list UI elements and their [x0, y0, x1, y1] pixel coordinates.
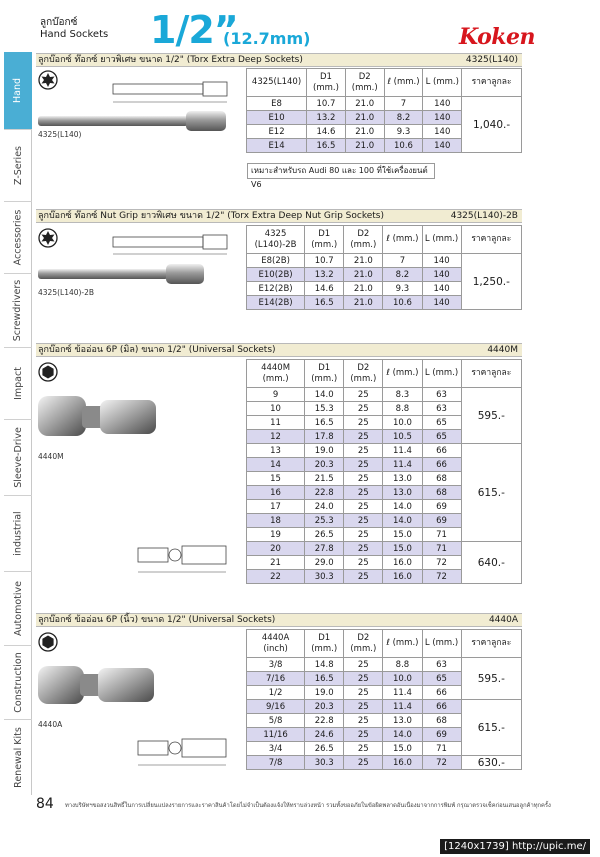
sidebar-tab-automotive[interactable]	[4, 572, 32, 646]
cell: 140	[422, 296, 461, 310]
cell: 25	[344, 728, 383, 742]
cell: 69	[422, 728, 461, 742]
cell: 10.7	[307, 97, 346, 111]
sidebar	[4, 52, 32, 795]
hex-6p-icon	[38, 362, 58, 382]
cell: 11	[247, 416, 305, 430]
header-subtitle-en: Hand Sockets	[40, 29, 109, 40]
cell: 25	[344, 714, 383, 728]
cell: 25	[344, 514, 383, 528]
price-cell: 595.-	[461, 658, 521, 700]
cell: 1/2	[247, 686, 305, 700]
cell: 13.0	[383, 472, 422, 486]
cell: 71	[422, 542, 461, 556]
col-header: 4325(L140)	[247, 69, 307, 97]
cell: 16.5	[305, 296, 344, 310]
cell: 9/16	[247, 700, 305, 714]
cell: 24.6	[305, 728, 344, 742]
col-header: L (mm.)	[422, 360, 461, 388]
cell: 140	[422, 268, 461, 282]
cell: 19.0	[305, 686, 344, 700]
cell: 140	[422, 254, 461, 268]
cell: 13	[247, 444, 305, 458]
cell: 7	[383, 254, 422, 268]
col-header: ℓ (mm.)	[383, 226, 422, 254]
cell: 13.2	[305, 268, 344, 282]
cell: 25	[344, 542, 383, 556]
col-header: 4440A (inch)	[247, 630, 305, 658]
sidebar-tab-renewal-kits[interactable]	[4, 720, 32, 795]
cell: 63	[422, 658, 461, 672]
col-header: ราคาลูกละ	[462, 69, 522, 97]
cell: 12	[247, 430, 305, 444]
cell: 140	[422, 282, 461, 296]
cell: 7/8	[247, 756, 305, 770]
cell: 14.6	[305, 282, 344, 296]
section-header	[36, 209, 522, 223]
spec-table	[246, 225, 522, 310]
sidebar-tab-label: Impact	[12, 367, 24, 400]
cell: 11/16	[247, 728, 305, 742]
col-header: D2 (mm.)	[344, 630, 383, 658]
dimension-drawing	[130, 540, 240, 580]
torx-star-icon	[38, 70, 58, 90]
cell: 9.3	[383, 282, 422, 296]
sidebar-tab-accessories[interactable]	[4, 202, 32, 274]
product-caption: 4440M	[38, 452, 64, 461]
cell: 30.3	[305, 756, 344, 770]
cell: 66	[422, 444, 461, 458]
product-photo	[38, 660, 168, 716]
header-subtitle-thai: ลูกบ๊อกซ์	[40, 17, 78, 28]
cell: 25	[344, 486, 383, 500]
cell: 14.0	[305, 388, 344, 402]
cell: 65	[422, 430, 461, 444]
price-cell: 615.-	[461, 444, 521, 542]
cell: E14	[247, 139, 307, 153]
col-header: D2 (mm.)	[344, 226, 383, 254]
cell: 15	[247, 472, 305, 486]
cell: E8	[247, 97, 307, 111]
cell: 15.0	[383, 528, 422, 542]
cell: E8(2B)	[247, 254, 305, 268]
cell: 16.0	[383, 556, 422, 570]
cell: 16	[247, 486, 305, 500]
section-title: ลูกบ๊อกซ์ ท๊อกซ์ ยาวพิเศษ ขนาด 1/2" (Torx Extra Deep Sockets)	[38, 55, 303, 65]
col-header: D1 (mm.)	[307, 69, 346, 97]
header-subtitle	[40, 17, 108, 41]
col-header: L (mm.)	[422, 226, 461, 254]
cell: 63	[422, 388, 461, 402]
cell: 20	[247, 542, 305, 556]
price-cell: 595.-	[461, 388, 521, 444]
cell: 13.2	[307, 111, 346, 125]
sidebar-tab-label: Renewal Kits	[12, 727, 24, 788]
sidebar-tab-z-series[interactable]	[4, 130, 32, 202]
col-header: L (mm.)	[422, 630, 461, 658]
cell: 21.0	[345, 139, 384, 153]
watermark-bar	[0, 837, 600, 857]
price-cell: 615.-	[461, 700, 521, 756]
cell: 21.0	[344, 254, 383, 268]
product-caption: 4440A	[38, 720, 63, 729]
col-header: D1 (mm.)	[305, 630, 344, 658]
cell: 13.0	[383, 486, 422, 500]
cell: 7	[384, 97, 423, 111]
sidebar-tab-label: Sleeve-Drive	[12, 427, 24, 488]
application-note: เหมาะสำหรับรถ Audi 80 และ 100 ที่ใช้เครื่องยนต์ V6	[247, 163, 435, 179]
section-code: 4325(L140)-2B	[450, 211, 518, 221]
cell: 8.8	[383, 402, 422, 416]
torx-star-icon	[38, 228, 58, 248]
cell: 10.6	[383, 296, 422, 310]
cell: 26.5	[305, 742, 344, 756]
cell: 68	[422, 486, 461, 500]
cell: 25	[344, 388, 383, 402]
cell: 16.5	[305, 416, 344, 430]
cell: 14	[247, 458, 305, 472]
page-title-mm: (12.7mm)	[223, 29, 311, 48]
cell: 3/8	[247, 658, 305, 672]
sidebar-tab-label: Accessories	[12, 209, 24, 266]
cell: 10.0	[383, 672, 422, 686]
cell: 72	[422, 570, 461, 584]
cell: 30.3	[305, 570, 344, 584]
cell: 25	[344, 742, 383, 756]
section-code: 4440M	[487, 345, 518, 355]
cell: 68	[422, 472, 461, 486]
col-header: 4440M (mm.)	[247, 360, 305, 388]
cell: 8.2	[384, 111, 423, 125]
cell: 16.0	[383, 570, 422, 584]
cell: 25	[344, 570, 383, 584]
cell: 22.8	[305, 714, 344, 728]
sidebar-tab-construction[interactable]	[4, 646, 32, 720]
cell: 25	[344, 444, 383, 458]
sidebar-tab-label: industrial	[12, 511, 24, 556]
product-caption: 4325(L140)-2B	[38, 288, 95, 297]
col-header: ℓ (mm.)	[383, 630, 422, 658]
col-header: ราคาลูกละ	[461, 630, 521, 658]
sidebar-tab-sleeve-drive[interactable]	[4, 420, 32, 496]
cell: 66	[422, 700, 461, 714]
cell: 9.3	[384, 125, 423, 139]
col-header: ℓ (mm.)	[383, 360, 422, 388]
cell: 8.3	[383, 388, 422, 402]
sidebar-tab-label: Hand	[12, 77, 24, 104]
cell: 22.8	[305, 486, 344, 500]
cell: 21.0	[345, 111, 384, 125]
cell: 25	[344, 686, 383, 700]
spec-table	[246, 68, 522, 153]
price-cell: 640.-	[461, 542, 521, 584]
section-header	[36, 53, 522, 67]
brand-logo: Koken	[459, 24, 536, 50]
cell: 140	[423, 139, 462, 153]
price-cell: 1,250.-	[461, 254, 521, 310]
cell: 21.5	[305, 472, 344, 486]
spec-table	[246, 359, 522, 584]
section-title: ลูกบ๊อกซ์ ท๊อกซ์ Nut Grip ยาวพิเศษ ขนาด 1/2" (Torx Extra Deep Nut Grip Sockets)	[38, 211, 385, 221]
cell: 25	[344, 700, 383, 714]
cell: 14.8	[305, 658, 344, 672]
cell: 13.0	[383, 714, 422, 728]
cell: 140	[423, 111, 462, 125]
cell: 29.0	[305, 556, 344, 570]
cell: E12	[247, 125, 307, 139]
cell: E10(2B)	[247, 268, 305, 282]
cell: 20.3	[305, 700, 344, 714]
sidebar-tab-label: Z-Series	[12, 146, 24, 185]
sidebar-tab-label: Screwdrivers	[12, 279, 24, 342]
dimension-drawing	[105, 78, 235, 110]
cell: 21	[247, 556, 305, 570]
hex-6p-icon	[38, 632, 58, 652]
cell: 3/4	[247, 742, 305, 756]
cell: 72	[422, 556, 461, 570]
sidebar-tab-label: Automotive	[12, 581, 24, 636]
cell: 18	[247, 514, 305, 528]
cell: 21.0	[345, 97, 384, 111]
cell: 21.0	[344, 268, 383, 282]
cell: 25	[344, 658, 383, 672]
cell: 26.5	[305, 528, 344, 542]
cell: 11.4	[383, 458, 422, 472]
section-title: ลูกบ๊อกซ์ ข้ออ่อน 6P (นิ้ว) ขนาด 1/2" (Universal Sockets)	[38, 615, 276, 625]
cell: 19	[247, 528, 305, 542]
cell: 63	[422, 402, 461, 416]
cell: 8.8	[383, 658, 422, 672]
cell: 15.0	[383, 542, 422, 556]
cell: 140	[423, 97, 462, 111]
cell: 22	[247, 570, 305, 584]
cell: 25	[344, 458, 383, 472]
cell: E14(2B)	[247, 296, 305, 310]
cell: 5/8	[247, 714, 305, 728]
cell: 25	[344, 756, 383, 770]
cell: 10.0	[383, 416, 422, 430]
cell: 14.6	[307, 125, 346, 139]
cell: 11.4	[383, 444, 422, 458]
cell: 15.3	[305, 402, 344, 416]
cell: 24.0	[305, 500, 344, 514]
cell: 68	[422, 714, 461, 728]
cell: 25	[344, 416, 383, 430]
section-header	[36, 343, 522, 357]
disclaimer: ทางบริษัทฯขอสงวนสิทธิ์ในการเปลี่ยนแปลงรายการและราคาสินค้าโดยไม่จำเป็นต้องแจ้งให้ทราบล่วงหน้า รวมทั้งขออภัยในข้อผิดพลาดอันเนื่องมาจากการพิมพ์ กรุณาตรวจเช็คก่อนเสนอลูกค้าทุกครั้ง	[65, 803, 551, 809]
cell: 9	[247, 388, 305, 402]
col-header: D1 (mm.)	[305, 226, 344, 254]
cell: 69	[422, 514, 461, 528]
cell: 25	[344, 430, 383, 444]
cell: 25	[344, 472, 383, 486]
cell: 25	[344, 500, 383, 514]
sidebar-tab-impact[interactable]	[4, 348, 32, 420]
dimension-drawing	[130, 735, 240, 771]
col-header: L (mm.)	[423, 69, 462, 97]
cell: 71	[422, 742, 461, 756]
cell: 21.0	[344, 282, 383, 296]
cell: 72	[422, 756, 461, 770]
col-header: 4325 (L140)-2B	[247, 226, 305, 254]
cell: 16.5	[307, 139, 346, 153]
product-photo	[38, 262, 208, 286]
cell: E10	[247, 111, 307, 125]
cell: 17	[247, 500, 305, 514]
sidebar-tab-label: Construction	[12, 652, 24, 713]
section-title: ลูกบ๊อกซ์ ข้ออ่อน 6P (มิล) ขนาด 1/2" (Universal Sockets)	[38, 345, 276, 355]
col-header: D1 (mm.)	[305, 360, 344, 388]
product-photo	[38, 390, 168, 450]
cell: 25	[344, 402, 383, 416]
section-header	[36, 613, 522, 627]
product-caption: 4325(L140)	[38, 130, 82, 139]
price-cell: 630.-	[461, 756, 521, 770]
cell: 21.0	[345, 125, 384, 139]
cell: 10	[247, 402, 305, 416]
cell: 20.3	[305, 458, 344, 472]
cell: 65	[422, 416, 461, 430]
cell: 25	[344, 528, 383, 542]
section-code: 4325(L140)	[465, 55, 518, 65]
cell: 69	[422, 500, 461, 514]
dimension-drawing	[105, 232, 235, 262]
cell: 7/16	[247, 672, 305, 686]
sidebar-tab-hand[interactable]	[4, 52, 32, 130]
cell: 140	[423, 125, 462, 139]
cell: 10.5	[383, 430, 422, 444]
col-header: ราคาลูกละ	[461, 226, 521, 254]
watermark: [1240x1739] http://upic.me/	[440, 839, 590, 854]
cell: 8.2	[383, 268, 422, 282]
cell: 71	[422, 528, 461, 542]
col-header: ราคาลูกละ	[461, 360, 521, 388]
cell: 10.7	[305, 254, 344, 268]
cell: 14.0	[383, 500, 422, 514]
cell: 15.0	[383, 742, 422, 756]
cell: 14.0	[383, 728, 422, 742]
col-header: ℓ (mm.)	[384, 69, 423, 97]
cell: 11.4	[383, 700, 422, 714]
cell: 25	[344, 672, 383, 686]
sidebar-tab-industrial[interactable]	[4, 496, 32, 572]
cell: 65	[422, 672, 461, 686]
sidebar-tab-screwdrivers[interactable]	[4, 274, 32, 348]
cell: 10.6	[384, 139, 423, 153]
cell: 16.5	[305, 672, 344, 686]
col-header: D2 (mm.)	[344, 360, 383, 388]
cell: 19.0	[305, 444, 344, 458]
page-number: 84	[36, 796, 54, 812]
cell: 27.8	[305, 542, 344, 556]
cell: 25	[344, 556, 383, 570]
cell: 66	[422, 458, 461, 472]
cell: E12(2B)	[247, 282, 305, 296]
cell: 66	[422, 686, 461, 700]
col-header: D2 (mm.)	[345, 69, 384, 97]
spec-table	[246, 629, 522, 770]
cell: 11.4	[383, 686, 422, 700]
page-title: 1/2”	[150, 8, 238, 52]
cell: 17.8	[305, 430, 344, 444]
cell: 14.0	[383, 514, 422, 528]
section-code: 4440A	[488, 615, 518, 625]
cell: 25.3	[305, 514, 344, 528]
cell: 21.0	[344, 296, 383, 310]
price-cell: 1,040.-	[462, 97, 522, 153]
cell: 16.0	[383, 756, 422, 770]
